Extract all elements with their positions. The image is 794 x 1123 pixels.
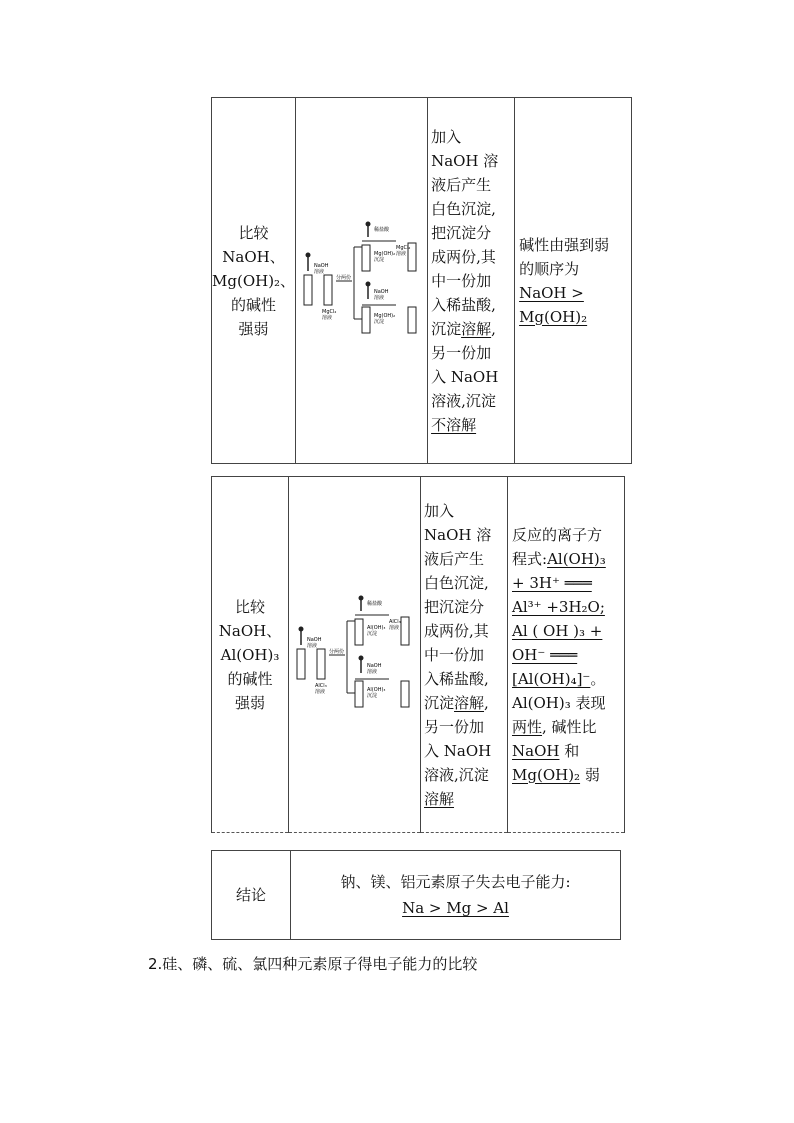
reagent-label: NaOH <box>374 288 389 295</box>
precipitate-label: 沉淀 <box>367 630 378 637</box>
result-label: 溶液 <box>396 250 407 257</box>
phenomenon-line: 溶液,沉淀 <box>424 765 489 784</box>
conclusion-text: 程式: <box>512 549 548 568</box>
conclusion-line: OH⁻ ═══ <box>512 645 578 664</box>
phenomenon-line: NaOH 溶 <box>431 151 499 170</box>
phenomenon-line: 液后产生 <box>431 175 492 194</box>
test-tube-icon <box>355 619 363 645</box>
conclusion-cell <box>515 98 632 464</box>
reagent-label: MgCl₂ <box>322 308 337 315</box>
label-line: 强弱 <box>238 319 269 338</box>
answer-blank: Mg(OH)₂ <box>512 765 581 784</box>
test-tube-icon <box>401 617 409 645</box>
experiment-label-cell <box>212 98 296 464</box>
reagent-label: 溶液 <box>307 642 318 649</box>
phenomenon-line: 加入 <box>424 501 455 520</box>
phenomenon-text: 沉淀 <box>424 693 455 712</box>
phenomenon-line: NaOH 溶 <box>424 525 492 544</box>
label-line: 强弱 <box>234 693 265 712</box>
test-tube-icon <box>304 275 312 305</box>
label-line: 比较 <box>234 597 265 616</box>
phenomenon-line: 溶解 <box>424 789 455 808</box>
conclusion-text: 和 <box>559 741 580 760</box>
phenomenon-text: , <box>491 319 496 338</box>
label-line: Al(OH)₃ <box>220 645 280 664</box>
precipitate-label: Mg(OH)₂ <box>374 250 396 257</box>
experiment-diagram-cell <box>289 477 421 833</box>
reagent-label: 溶液 <box>315 688 326 695</box>
phenomenon-line: 把沉淀分 <box>431 223 492 242</box>
result-label: AlCl₃ <box>389 618 401 625</box>
precipitate-label: 沉淀 <box>367 692 378 699</box>
phenomenon-line: 入稀盐酸, <box>424 669 489 688</box>
precipitate-label: 沉淀 <box>374 256 385 263</box>
phenomenon-cell <box>421 477 508 833</box>
section-heading: 2.硅、磷、硫、氯四种元素原子得电子能力的比较 <box>148 955 478 973</box>
phenomenon-line: 中一份加 <box>424 645 485 664</box>
answer-blank: [Al(OH)₄]⁻ <box>512 669 591 688</box>
conclusion-line <box>512 739 622 763</box>
summary-content <box>291 851 621 940</box>
phenomenon-line: 白色沉淀, <box>431 199 496 218</box>
arrow-label: 分两份 <box>329 648 345 655</box>
phenomenon-line: 成两份,其 <box>431 247 496 266</box>
label-line: 的碱性 <box>231 295 277 314</box>
test-tube-icon <box>317 649 325 679</box>
phenomenon-text: 沉淀 <box>431 319 462 338</box>
precipitate-label: Al(OH)₃ <box>367 686 386 693</box>
conclusion-text: 。 <box>590 669 606 688</box>
conclusion-line <box>512 715 622 739</box>
test-tube-icon <box>401 681 409 707</box>
label-line: NaOH、 <box>222 247 285 266</box>
apparatus-diagram <box>289 593 420 713</box>
reagent-label: 稀盐酸 <box>367 600 383 607</box>
test-tube-icon <box>324 275 332 305</box>
comparison-table-mg <box>211 97 632 464</box>
conclusion-text: , 碱性比 <box>542 717 597 736</box>
experiment-diagram-cell <box>296 98 428 464</box>
conclusion-line: Al(OH)₃ 表现 <box>512 693 606 712</box>
conclusion-line: 反应的离子方 <box>512 525 603 544</box>
reagent-label: NaOH <box>307 636 322 643</box>
phenomenon-line: 入稀盐酸, <box>431 295 496 314</box>
phenomenon-cell <box>428 98 515 464</box>
phenomenon-line: 成两份,其 <box>424 621 489 640</box>
phenomenon-line: 另一份加 <box>424 717 485 736</box>
reagent-label: 溶液 <box>314 268 325 275</box>
phenomenon-line: 另一份加 <box>431 343 492 362</box>
answer-blank: 两性 <box>512 717 543 736</box>
label-line: Mg(OH)₂、 <box>212 271 296 290</box>
test-tube-icon <box>362 245 370 271</box>
conclusion-line: Al ( OH )₃ + <box>512 621 603 640</box>
label-line: NaOH、 <box>218 621 282 640</box>
apparatus-diagram <box>296 219 427 339</box>
reagent-label: NaOH <box>314 262 329 269</box>
reagent-label: AlCl₃ <box>315 682 327 689</box>
summary-text: 钠、镁、铝元素原子失去电子能力: <box>340 873 571 891</box>
reagent-label: 溶液 <box>367 668 378 675</box>
conclusion-line: Mg(OH)₂ <box>519 307 588 326</box>
experiment-label-cell <box>212 477 289 833</box>
phenomenon-line <box>424 691 505 715</box>
conclusion-line <box>512 667 622 691</box>
phenomenon-line: 不溶解 <box>431 415 477 434</box>
test-tube-icon <box>408 307 416 333</box>
phenomenon-text: , <box>484 693 489 712</box>
precipitate-label: Al(OH)₃ <box>367 624 386 631</box>
arrow-label: 分两份 <box>336 274 352 281</box>
test-tube-icon <box>355 681 363 707</box>
reagent-label: NaOH <box>367 662 382 669</box>
test-tube-icon <box>297 649 305 679</box>
phenomenon-line: 溶液,沉淀 <box>431 391 496 410</box>
comparison-table-al <box>211 476 625 833</box>
summary-answer: Na > Mg > Al <box>402 899 509 917</box>
phenomenon-line <box>431 317 512 341</box>
conclusion-line: + 3H⁺ ═══ <box>512 573 592 592</box>
conclusion-line <box>512 763 622 787</box>
reagent-label: 溶液 <box>322 314 333 321</box>
answer-blank: NaOH <box>512 741 560 760</box>
conclusion-line: NaOH > <box>519 283 584 302</box>
phenomenon-line: 入 NaOH <box>424 741 492 760</box>
precipitate-label: 沉淀 <box>374 318 385 325</box>
phenomenon-line: 白色沉淀, <box>424 573 489 592</box>
phenomenon-line: 加入 <box>431 127 462 146</box>
test-tube-icon <box>362 307 370 333</box>
conclusion-line: Al³⁺ +3H₂O; <box>512 597 605 616</box>
conclusion-cell <box>508 477 625 833</box>
conclusion-line: 的顺序为 <box>519 259 580 278</box>
precipitate-label: Mg(OH)₂ <box>374 312 396 319</box>
phenomenon-line: 液后产生 <box>424 549 485 568</box>
reagent-label: 稀盐酸 <box>374 226 390 233</box>
dropper-bulb-icon <box>306 252 311 257</box>
phenomenon-line: 中一份加 <box>431 271 492 290</box>
conclusion-line: 碱性由强到弱 <box>519 235 610 254</box>
summary-table <box>211 850 621 940</box>
result-label: 溶液 <box>389 624 400 631</box>
reagent-label: 溶液 <box>374 294 385 301</box>
conclusion-line <box>512 547 622 571</box>
label-line: 的碱性 <box>227 669 273 688</box>
answer-blank: 溶解 <box>461 319 492 338</box>
label-line: 比较 <box>238 223 269 242</box>
phenomenon-line: 入 NaOH <box>431 367 499 386</box>
summary-label: 结论 <box>212 851 291 940</box>
conclusion-text: 弱 <box>580 765 600 784</box>
answer-blank: Al(OH)₃ <box>547 549 606 568</box>
answer-blank: 溶解 <box>454 693 485 712</box>
result-label: MgCl₂ <box>396 244 411 251</box>
phenomenon-line: 把沉淀分 <box>424 597 485 616</box>
